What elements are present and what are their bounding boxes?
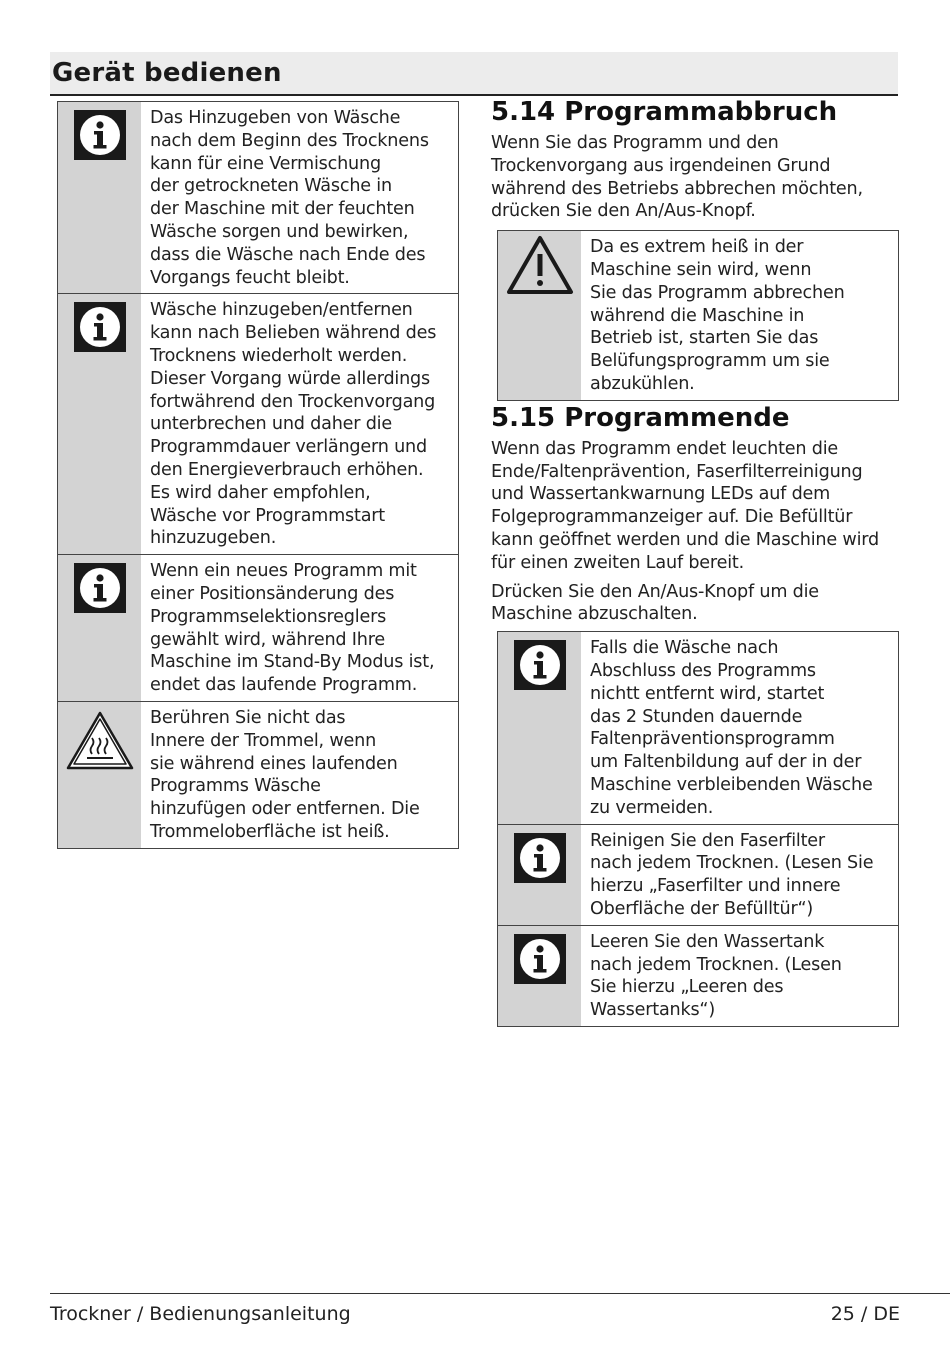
left-notice-table xyxy=(57,101,459,849)
notice-row xyxy=(58,102,458,293)
notice-row xyxy=(58,701,458,848)
notice-icon-cell xyxy=(498,825,581,925)
notice-icon-cell xyxy=(58,702,141,848)
notice-icon-cell xyxy=(498,926,581,1026)
section-5-15-paragraph: Wenn das Programm endet leuchten die Ende/Faltenprävention, Faserfilterreinigung und Wassertankwarnung LEDs auf dem Folgeprogrammanzeiger auf. Die Befülltür kann geöffnet werden und die Maschine wird für einen zweiten Lauf bereit. xyxy=(491,438,879,573)
notice-icon-cell xyxy=(58,294,141,554)
info-icon xyxy=(74,110,126,160)
notice-text: Reinigen Sie den Faserfilter nach jedem Trocknen. (Lesen Sie hierzu „Faserfilter und innere Oberfläche der Befülltür“) xyxy=(590,830,874,919)
info-icon xyxy=(74,302,126,352)
notice-text: Berühren Sie nicht das Innere der Trommel, wenn sie während eines laufenden Programms Wäsche hinzufügen oder entfernen. Die Trommeloberfläche ist heiß. xyxy=(150,707,420,842)
footer-divider xyxy=(50,1293,950,1294)
section-header-bar xyxy=(50,52,898,96)
left-column xyxy=(57,101,459,849)
notice-text: Falls die Wäsche nach Abschluss des Programms nichtt entfernt wird, startet das 2 Stunden dauernde Faltenpräventionsprogramm um Faltenbildung auf der in der Maschine verbleibenden Wäsche zu vermeiden. xyxy=(590,638,873,818)
notice-text: Das Hinzugeben von Wäsche nach dem Beginn des Trocknens kann für eine Vermischung der getrockneten Wäsche in der Maschine mit der feuchten Wäsche sorgen und bewirken, dass die Wäsche nach Ende des Vorgangs feucht bleibt. xyxy=(150,108,429,288)
footer-document-name: Trockner / Bedienungsanleitung xyxy=(50,1303,351,1325)
section-5-14-paragraph: Wenn Sie das Programm und den Trockenvorgang aus irgendeinen Grund während des Betriebs abbrechen möchten, drücken Sie den An/Aus-Knopf. xyxy=(491,133,863,222)
info-icon xyxy=(514,833,566,883)
notice-row xyxy=(498,925,898,1026)
notice-text: Wäsche hinzugeben/entfernen kann nach Belieben während des Trocknens wiederholt werden. Dieser Vorgang würde allerdings fortwährend den Trockenvorgang unterbrechen und daher die Programmdauer verlängern und den Energieverbrauch erhöhen. Es wird daher empfohlen, Wäsche vor Programmstart hinzuzugeben. xyxy=(150,300,437,549)
notice-icon-cell xyxy=(498,231,581,400)
notice-row xyxy=(58,554,458,701)
notice-icon-cell xyxy=(498,632,581,823)
footer-page-number: 25 / DE xyxy=(830,1303,900,1325)
notice-row xyxy=(498,632,898,823)
warning-icon xyxy=(505,234,575,296)
right-column xyxy=(490,95,900,1027)
notice-row xyxy=(58,293,458,554)
page-title: Gerät bedienen xyxy=(52,58,282,88)
notice-icon-cell xyxy=(58,102,141,293)
warning-box xyxy=(497,230,899,401)
section-title-5-15: 5.15 Programmende xyxy=(491,402,790,433)
notice-icon-cell xyxy=(58,555,141,701)
hot-surface-icon xyxy=(65,710,135,772)
info-icon xyxy=(514,934,566,984)
info-icon xyxy=(514,640,566,690)
notice-text: Wenn ein neues Programm mit einer Positionsänderung des Programmselektionsreglers gewählt wird, während Ihre Maschine im Stand-By Modus ist, endet das laufende Programm. xyxy=(150,561,435,696)
info-icon xyxy=(74,563,126,613)
section-5-15-paragraph: Drücken Sie den An/Aus-Knopf um die Maschine abzuschalten. xyxy=(491,581,819,625)
section-title-5-14: 5.14 Programmabbruch xyxy=(491,97,838,127)
notice-row xyxy=(498,824,898,925)
notice-text: Leeren Sie den Wassertank nach jedem Trocknen. (Lesen Sie hierzu „Leeren des Wassertanks“) xyxy=(590,931,842,1021)
right-notice-table xyxy=(497,631,899,1027)
notice-text: Da es extrem heiß in der Maschine sein wird, wenn Sie das Programm abbrechen während die Maschine in Betrieb ist, starten Sie das Belüfungsprogramm um sie abzukühlen. xyxy=(590,237,845,394)
notice-row xyxy=(498,231,898,400)
